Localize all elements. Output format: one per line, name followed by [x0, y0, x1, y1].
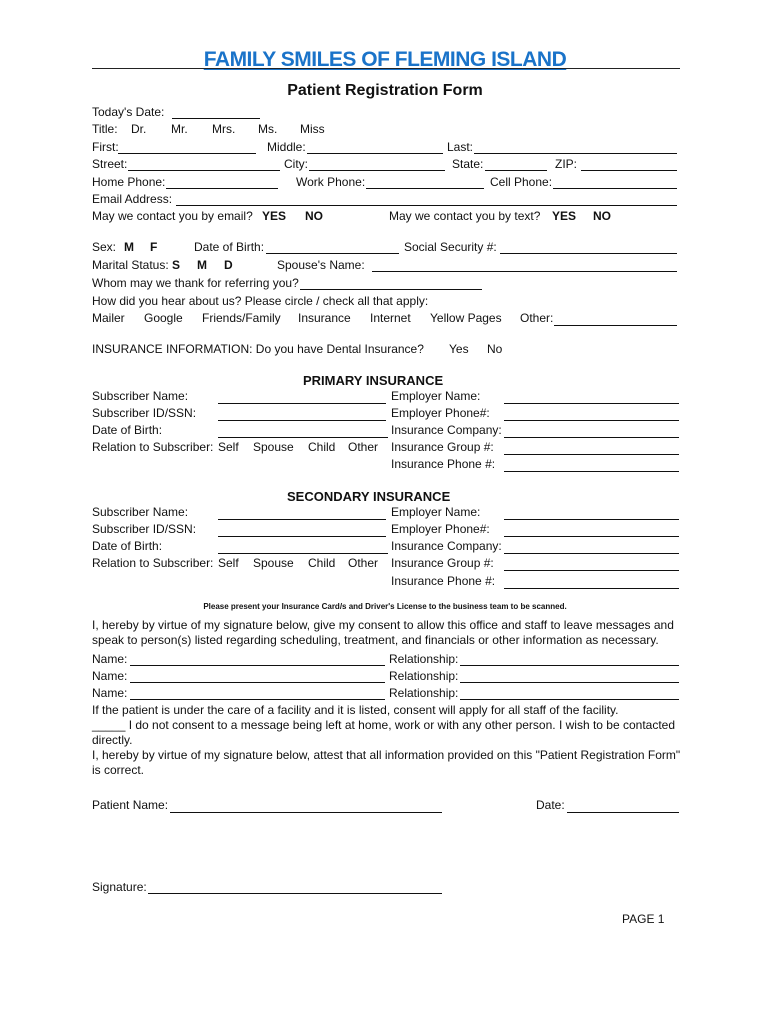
- consent-relationship-1-label: Relationship:: [389, 652, 459, 666]
- spouse-name-field[interactable]: [372, 271, 677, 272]
- referral-field[interactable]: [300, 289, 482, 290]
- present-cards-notice: Please present your Insurance Card/s and Driver's License to the business team to be scanned.: [203, 602, 567, 611]
- secondary-insurance-company-field[interactable]: [504, 553, 679, 554]
- first-name-label: First:: [92, 140, 119, 154]
- hear-option-yellow-pages[interactable]: Yellow Pages: [430, 311, 502, 325]
- title-option-miss[interactable]: Miss: [300, 122, 325, 136]
- date-field[interactable]: [567, 812, 679, 813]
- patient-name-field[interactable]: [170, 812, 442, 813]
- spouse-name-label: Spouse's Name:: [277, 258, 365, 272]
- form-title: Patient Registration Form: [287, 82, 483, 99]
- secondary-insurance-group-label: Insurance Group #:: [391, 556, 494, 570]
- primary-employer-phone-field[interactable]: [504, 420, 679, 421]
- home-phone-label: Home Phone:: [92, 175, 166, 189]
- street-label: Street:: [92, 157, 128, 171]
- referral-label: Whom may we thank for referring you?: [92, 276, 299, 290]
- primary-insurance-phone-label: Insurance Phone #:: [391, 457, 496, 471]
- patient-name-label: Patient Name:: [92, 798, 169, 812]
- secondary-subscriber-name-field[interactable]: [218, 519, 386, 520]
- consent-relationship-2-field[interactable]: [460, 682, 679, 683]
- title-option-mr[interactable]: Mr.: [171, 122, 188, 136]
- primary-insurance-company-label: Insurance Company:: [391, 423, 502, 437]
- zip-label: ZIP:: [555, 157, 578, 171]
- hear-other-field[interactable]: [554, 325, 677, 326]
- sex-option-f[interactable]: F: [150, 240, 158, 254]
- contact-email-yes[interactable]: YES: [262, 209, 287, 223]
- primary-relation-spouse[interactable]: Spouse: [253, 440, 294, 454]
- signature-label: Signature:: [92, 880, 147, 894]
- secondary-subscriber-name-label: Subscriber Name:: [92, 505, 189, 519]
- insurance-no[interactable]: No: [487, 342, 503, 356]
- contact-text-yes[interactable]: YES: [552, 209, 577, 223]
- insurance-question: INSURANCE INFORMATION: Do you have Dental Insurance?: [92, 342, 424, 356]
- work-phone-field[interactable]: [366, 188, 484, 189]
- primary-dob-field[interactable]: [218, 437, 388, 438]
- ssn-label: Social Security #:: [404, 240, 497, 254]
- state-field[interactable]: [485, 170, 547, 171]
- contact-email-question: May we contact you by email?: [92, 209, 253, 223]
- insurance-yes[interactable]: Yes: [449, 342, 469, 356]
- primary-insurance-group-label: Insurance Group #:: [391, 440, 494, 454]
- consent-paragraph: I, hereby by virtue of my signature below, give my consent to allow this office and staff to leave messages and speak to person(s) listed regarding scheduling, treatment, and financials or other information as necessary.: [92, 618, 674, 647]
- consent-relationship-2-label: Relationship:: [389, 669, 459, 683]
- header-rule: [92, 68, 680, 69]
- hear-about-label: How did you hear about us? Please circle / check all that apply:: [92, 294, 429, 308]
- consent-relationship-3-field[interactable]: [460, 699, 679, 700]
- middle-name-field[interactable]: [307, 153, 443, 154]
- consent-name-2-field[interactable]: [130, 682, 385, 683]
- hear-option-internet[interactable]: Internet: [370, 311, 411, 325]
- hear-option-other[interactable]: Other:: [520, 311, 554, 325]
- primary-insurance-phone-field[interactable]: [504, 471, 679, 472]
- title-option-mrs[interactable]: Mrs.: [212, 122, 236, 136]
- secondary-relation-self[interactable]: Self: [218, 556, 239, 570]
- secondary-insurance-title: SECONDARY INSURANCE: [287, 489, 451, 504]
- primary-subscriber-id-label: Subscriber ID/SSN:: [92, 406, 197, 420]
- work-phone-label: Work Phone:: [296, 175, 366, 189]
- hear-option-insurance[interactable]: Insurance: [298, 311, 351, 325]
- hear-option-friends-family[interactable]: Friends/Family: [202, 311, 281, 325]
- date-label: Date:: [536, 798, 565, 812]
- primary-relation-self[interactable]: Self: [218, 440, 239, 454]
- secondary-relation-spouse[interactable]: Spouse: [253, 556, 294, 570]
- marital-status-label: Marital Status:: [92, 258, 169, 272]
- dob-label: Date of Birth:: [194, 240, 265, 254]
- secondary-subscriber-id-label: Subscriber ID/SSN:: [92, 522, 197, 536]
- home-phone-field[interactable]: [166, 188, 278, 189]
- contact-text-no[interactable]: NO: [593, 209, 611, 223]
- secondary-relation-label: Relation to Subscriber:: [92, 556, 214, 570]
- secondary-relation-other[interactable]: Other: [348, 556, 379, 570]
- consent-name-3-label: Name:: [92, 686, 128, 700]
- email-label: Email Address:: [92, 192, 173, 206]
- state-label: State:: [452, 157, 484, 171]
- consent-relationship-1-field[interactable]: [460, 665, 679, 666]
- facility-consent-note: If the patient is under the care of a facility and it is listed, consent will apply for all staff of the facility.: [92, 703, 619, 717]
- marital-option-s[interactable]: S: [172, 258, 181, 272]
- signature-field[interactable]: [148, 893, 442, 894]
- secondary-dob-label: Date of Birth:: [92, 539, 163, 553]
- middle-name-label: Middle:: [267, 140, 306, 154]
- email-field[interactable]: [176, 205, 677, 206]
- todays-date-label: Today's Date:: [92, 105, 165, 119]
- todays-date-field[interactable]: [172, 118, 260, 119]
- title-option-ms[interactable]: Ms.: [258, 122, 278, 136]
- city-label: City:: [284, 157, 308, 171]
- primary-subscriber-name-field[interactable]: [218, 403, 386, 404]
- primary-subscriber-name-label: Subscriber Name:: [92, 389, 189, 403]
- consent-name-3-field[interactable]: [130, 699, 385, 700]
- primary-employer-name-field[interactable]: [504, 403, 679, 404]
- no-consent-statement: _____ I do not consent to a message being left at home, work or with any other person. I wish to be contacted directly.: [92, 718, 676, 747]
- zip-field[interactable]: [581, 170, 677, 171]
- consent-relationship-3-label: Relationship:: [389, 686, 459, 700]
- consent-name-2-label: Name:: [92, 669, 128, 683]
- secondary-insurance-company-label: Insurance Company:: [391, 539, 502, 553]
- secondary-relation-child[interactable]: Child: [308, 556, 336, 570]
- secondary-employer-name-label: Employer Name:: [391, 505, 481, 519]
- last-name-label: Last:: [447, 140, 474, 154]
- secondary-insurance-group-field[interactable]: [504, 570, 679, 571]
- primary-dob-label: Date of Birth:: [92, 423, 163, 437]
- first-name-field[interactable]: [118, 153, 256, 154]
- cell-phone-label: Cell Phone:: [490, 175, 553, 189]
- secondary-employer-phone-field[interactable]: [504, 536, 679, 537]
- attest-statement: I, hereby by virtue of my signature below, attest that all information provided on this "Patient Registration Form" is correct.: [92, 748, 681, 777]
- primary-relation-child[interactable]: Child: [308, 440, 336, 454]
- hear-option-mailer[interactable]: Mailer: [92, 311, 125, 325]
- last-name-field[interactable]: [474, 153, 677, 154]
- primary-employer-name-label: Employer Name:: [391, 389, 481, 403]
- marital-option-d[interactable]: D: [224, 258, 233, 272]
- secondary-dob-field[interactable]: [218, 553, 388, 554]
- secondary-employer-phone-label: Employer Phone#:: [391, 522, 490, 536]
- primary-insurance-title: PRIMARY INSURANCE: [303, 373, 444, 388]
- secondary-subscriber-id-field[interactable]: [218, 536, 386, 537]
- primary-insurance-company-field[interactable]: [504, 437, 679, 438]
- primary-insurance-group-field[interactable]: [504, 454, 679, 455]
- ssn-field[interactable]: [500, 253, 677, 254]
- primary-relation-other[interactable]: Other: [348, 440, 379, 454]
- primary-employer-phone-label: Employer Phone#:: [391, 406, 490, 420]
- secondary-insurance-phone-label: Insurance Phone #:: [391, 574, 496, 588]
- sex-option-m[interactable]: M: [124, 240, 134, 254]
- cell-phone-field[interactable]: [553, 188, 677, 189]
- sex-label: Sex:: [92, 240, 117, 254]
- city-field[interactable]: [309, 170, 445, 171]
- hear-option-google[interactable]: Google: [144, 311, 183, 325]
- page-number: PAGE 1: [622, 912, 665, 926]
- street-field[interactable]: [128, 170, 280, 171]
- consent-name-1-label: Name:: [92, 652, 128, 666]
- title-option-dr[interactable]: Dr.: [131, 122, 147, 136]
- primary-subscriber-id-field[interactable]: [218, 420, 386, 421]
- primary-relation-label: Relation to Subscriber:: [92, 440, 214, 454]
- title-label: Title:: [92, 122, 118, 136]
- contact-text-question: May we contact you by text?: [389, 209, 541, 223]
- consent-name-1-field[interactable]: [130, 665, 385, 666]
- dob-field[interactable]: [266, 253, 399, 254]
- secondary-insurance-phone-field[interactable]: [504, 588, 679, 589]
- secondary-employer-name-field[interactable]: [504, 519, 679, 520]
- marital-option-m[interactable]: M: [197, 258, 207, 272]
- contact-email-no[interactable]: NO: [305, 209, 323, 223]
- practice-name: FAMILY SMILES OF FLEMING ISLAND: [203, 48, 567, 71]
